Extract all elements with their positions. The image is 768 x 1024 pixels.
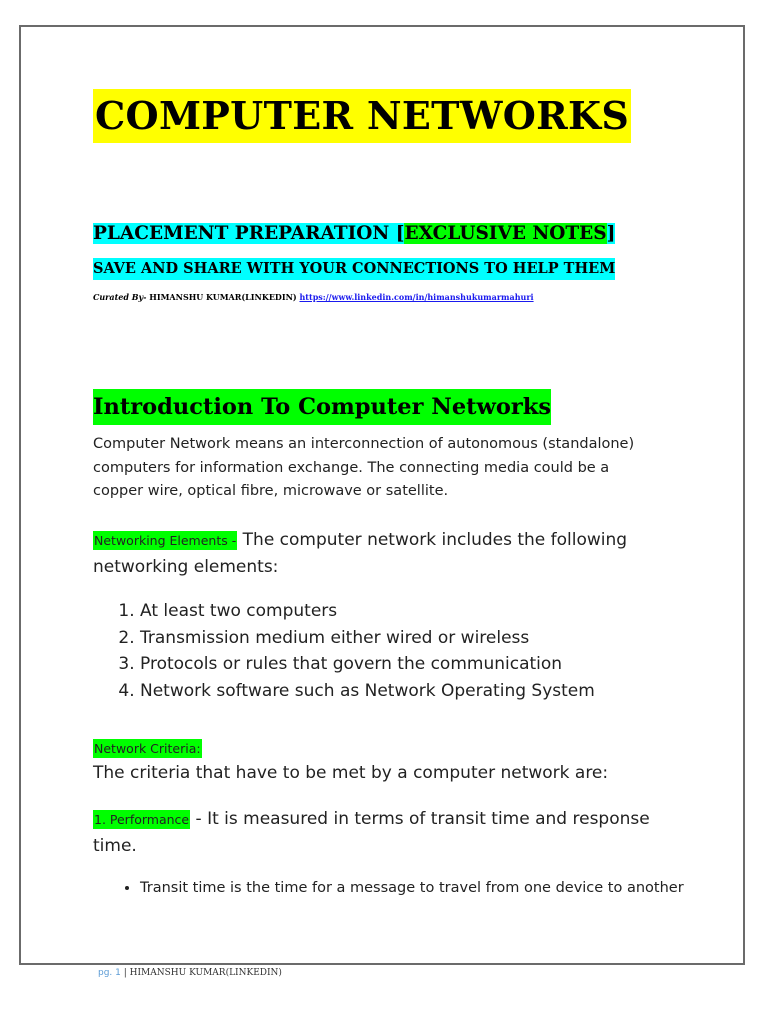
networking-elements-label: Networking Elements - (94, 533, 237, 548)
footer-author: HIMANSHU KUMAR(LINKEDIN) (129, 968, 282, 978)
document-page (19, 25, 745, 978)
curated-by-line (93, 292, 534, 302)
network-criteria-label-wrap (93, 740, 202, 758)
networking-elements-list (116, 598, 700, 704)
list-item: 3. Protocols or rules that govern the communication (140, 651, 700, 678)
linkedin-link[interactable]: https://www.linkedin.com/in/himanshukumarmahuri (299, 292, 534, 302)
intro-paragraph: Computer Network means an interconnection of autonomous (standalone) computers for information exchange. The connecting media could be a copper wire, optical fibre, microwave or satellite. (93, 436, 635, 499)
subtitle-part1: PLACEMENT PREPARATION [ (93, 223, 405, 244)
list-item: 4. Network software such as Network Operating System (140, 678, 700, 705)
document-title: COMPUTER NETWORKS (93, 89, 631, 143)
subtitle-placement (93, 221, 615, 247)
performance-label: 1. Performance (94, 812, 190, 827)
section-heading: Introduction To Computer Networks (93, 389, 551, 425)
curated-author: HIMANSHU KUMAR(LINKEDIN) (146, 292, 300, 302)
subtitle-share: SAVE AND SHARE WITH YOUR CONNECTIONS TO HELP THEM (93, 258, 615, 280)
subtitle-part3: ] (606, 223, 616, 244)
network-criteria-label: Network Criteria: (94, 741, 201, 756)
list-item: 1. At least two computers (140, 598, 700, 625)
network-criteria-text: The criteria that have to be met by a computer network are: (93, 763, 609, 783)
page-footer (98, 968, 282, 978)
list-item: 2. Transmission medium either wired or wireless (140, 625, 700, 652)
performance-paragraph (93, 806, 653, 860)
networking-elements-text: The computer network includes the following networking elements: (93, 530, 628, 577)
footer-separator: | (120, 968, 130, 978)
subtitle-exclusive-notes: EXCLUSIVE NOTES (404, 223, 607, 244)
performance-text: - It is measured in terms of transit time and response time. (93, 809, 650, 856)
performance-bullets (117, 877, 695, 901)
networking-elements-paragraph (93, 527, 653, 581)
curated-label: Curated By- (93, 292, 147, 302)
list-item: • Transit time is the time for a message to travel from one device to another (140, 877, 695, 901)
page-number: pg. 1 (98, 968, 121, 978)
